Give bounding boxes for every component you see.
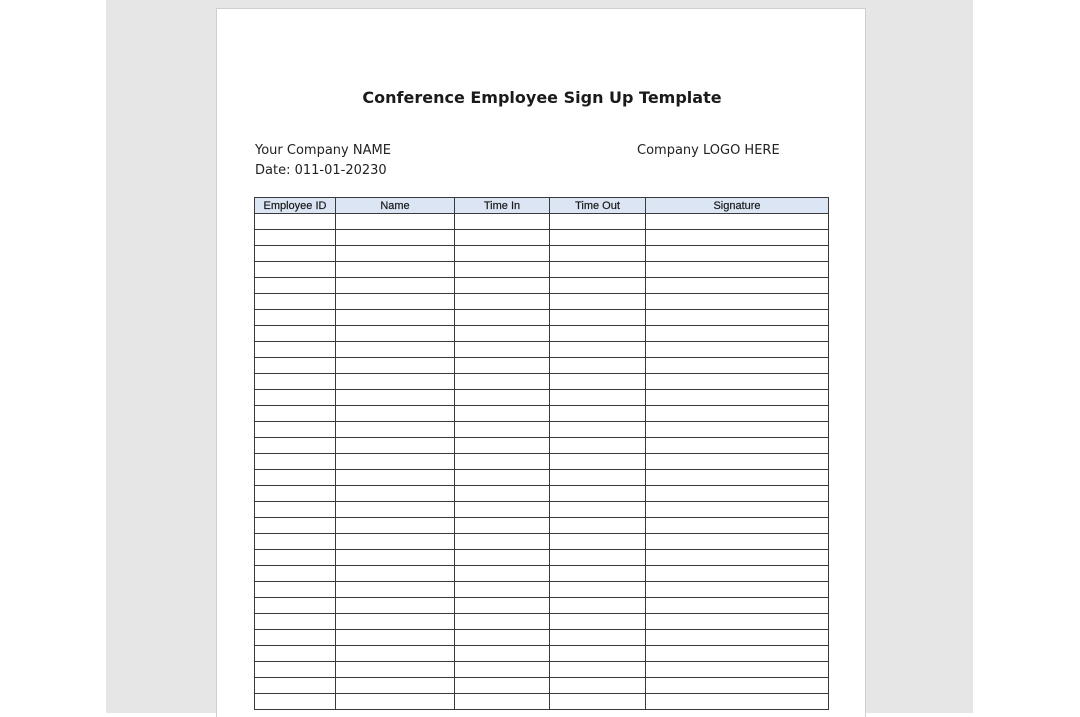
table-row bbox=[255, 342, 829, 358]
table-cell bbox=[255, 406, 336, 422]
table-cell bbox=[336, 406, 455, 422]
table-cell bbox=[646, 534, 829, 550]
table-cell bbox=[455, 358, 550, 374]
table-cell bbox=[646, 694, 829, 710]
table-cell bbox=[550, 246, 646, 262]
table-cell bbox=[336, 614, 455, 630]
table-row bbox=[255, 422, 829, 438]
table-row bbox=[255, 614, 829, 630]
table-cell bbox=[550, 470, 646, 486]
table-cell bbox=[646, 214, 829, 230]
table-cell bbox=[336, 566, 455, 582]
table-cell bbox=[255, 246, 336, 262]
table-cell bbox=[455, 486, 550, 502]
table-cell bbox=[336, 342, 455, 358]
table-cell bbox=[455, 310, 550, 326]
table-cell bbox=[550, 454, 646, 470]
table-cell bbox=[550, 262, 646, 278]
table-cell bbox=[455, 246, 550, 262]
table-cell bbox=[646, 518, 829, 534]
table-cell bbox=[455, 342, 550, 358]
table-cell bbox=[336, 454, 455, 470]
table-cell bbox=[336, 582, 455, 598]
table-row bbox=[255, 470, 829, 486]
table-cell bbox=[550, 518, 646, 534]
table-cell bbox=[336, 470, 455, 486]
table-cell bbox=[646, 662, 829, 678]
table-cell bbox=[550, 630, 646, 646]
table-cell bbox=[336, 262, 455, 278]
table-row bbox=[255, 278, 829, 294]
table-cell bbox=[336, 374, 455, 390]
table-cell bbox=[255, 310, 336, 326]
table-header-row bbox=[255, 198, 829, 214]
table-cell bbox=[455, 518, 550, 534]
table-row bbox=[255, 694, 829, 710]
table-cell bbox=[455, 550, 550, 566]
table-cell bbox=[336, 422, 455, 438]
table-cell bbox=[646, 294, 829, 310]
table-cell bbox=[646, 678, 829, 694]
table-cell bbox=[455, 390, 550, 406]
table-row bbox=[255, 246, 829, 262]
table-cell bbox=[646, 390, 829, 406]
table-cell bbox=[336, 598, 455, 614]
table-cell bbox=[255, 566, 336, 582]
table-row bbox=[255, 566, 829, 582]
table-cell bbox=[336, 662, 455, 678]
table-cell bbox=[255, 646, 336, 662]
table-cell bbox=[255, 470, 336, 486]
table-cell bbox=[550, 566, 646, 582]
table-cell bbox=[455, 374, 550, 390]
table-cell bbox=[336, 486, 455, 502]
table-cell bbox=[646, 342, 829, 358]
table-row bbox=[255, 582, 829, 598]
table-cell bbox=[255, 486, 336, 502]
table-cell bbox=[550, 406, 646, 422]
table-row bbox=[255, 230, 829, 246]
table-cell bbox=[455, 678, 550, 694]
table-cell bbox=[336, 438, 455, 454]
table-cell bbox=[550, 230, 646, 246]
company-logo-placeholder: Company LOGO HERE bbox=[637, 143, 780, 158]
table-cell bbox=[550, 598, 646, 614]
table-cell bbox=[455, 262, 550, 278]
table-cell bbox=[550, 278, 646, 294]
table-cell bbox=[255, 678, 336, 694]
table-row bbox=[255, 662, 829, 678]
table-cell bbox=[455, 534, 550, 550]
table-cell bbox=[550, 342, 646, 358]
table-cell bbox=[255, 502, 336, 518]
table-cell bbox=[646, 358, 829, 374]
table-cell bbox=[550, 614, 646, 630]
table-cell bbox=[550, 438, 646, 454]
table-cell bbox=[255, 438, 336, 454]
table-cell bbox=[550, 486, 646, 502]
table-row bbox=[255, 374, 829, 390]
table-cell bbox=[646, 230, 829, 246]
table-cell bbox=[336, 246, 455, 262]
table-cell bbox=[646, 438, 829, 454]
table-cell bbox=[455, 598, 550, 614]
table-cell bbox=[455, 502, 550, 518]
document-page bbox=[216, 8, 866, 717]
table-cell bbox=[336, 646, 455, 662]
table-cell bbox=[255, 342, 336, 358]
table-cell bbox=[255, 294, 336, 310]
table-cell bbox=[336, 550, 455, 566]
table-cell bbox=[646, 374, 829, 390]
table-row bbox=[255, 390, 829, 406]
table-cell bbox=[455, 646, 550, 662]
table-cell bbox=[455, 582, 550, 598]
table-cell bbox=[646, 566, 829, 582]
table-row bbox=[255, 646, 829, 662]
table-cell bbox=[255, 262, 336, 278]
table-cell bbox=[550, 550, 646, 566]
table-cell bbox=[255, 630, 336, 646]
table-cell bbox=[646, 550, 829, 566]
table-cell bbox=[455, 438, 550, 454]
table-cell bbox=[455, 278, 550, 294]
table-cell bbox=[646, 582, 829, 598]
table-cell bbox=[550, 582, 646, 598]
table-cell bbox=[255, 614, 336, 630]
table-cell bbox=[336, 502, 455, 518]
table-cell bbox=[255, 598, 336, 614]
table-cell bbox=[550, 214, 646, 230]
table-cell bbox=[550, 326, 646, 342]
table-cell bbox=[455, 406, 550, 422]
table-row bbox=[255, 406, 829, 422]
signup-table bbox=[254, 197, 829, 710]
table-cell bbox=[255, 550, 336, 566]
table-cell bbox=[255, 518, 336, 534]
table-row bbox=[255, 598, 829, 614]
table-cell bbox=[455, 230, 550, 246]
table-cell bbox=[255, 374, 336, 390]
table-row bbox=[255, 678, 829, 694]
table-cell bbox=[255, 694, 336, 710]
table-row bbox=[255, 358, 829, 374]
table-cell bbox=[646, 262, 829, 278]
column-header-employee-id: Employee ID bbox=[255, 198, 336, 214]
table-cell bbox=[255, 422, 336, 438]
table-cell bbox=[550, 390, 646, 406]
table-cell bbox=[646, 278, 829, 294]
table-cell bbox=[336, 278, 455, 294]
table-cell bbox=[336, 678, 455, 694]
table-cell bbox=[455, 294, 550, 310]
table-cell bbox=[255, 214, 336, 230]
table-cell bbox=[646, 470, 829, 486]
table-cell bbox=[455, 214, 550, 230]
table-cell bbox=[646, 326, 829, 342]
table-cell bbox=[455, 614, 550, 630]
company-name: Your Company NAME bbox=[255, 143, 391, 158]
table-cell bbox=[455, 630, 550, 646]
table-cell bbox=[646, 614, 829, 630]
table-row bbox=[255, 534, 829, 550]
table-cell bbox=[255, 662, 336, 678]
table-cell bbox=[646, 454, 829, 470]
date-line: Date: 011-01-20230 bbox=[255, 163, 387, 178]
table-cell bbox=[646, 486, 829, 502]
table-cell bbox=[646, 246, 829, 262]
table-cell bbox=[550, 678, 646, 694]
table-row bbox=[255, 630, 829, 646]
table-cell bbox=[550, 310, 646, 326]
table-cell bbox=[336, 358, 455, 374]
table-cell bbox=[646, 502, 829, 518]
table-cell bbox=[336, 630, 455, 646]
table-cell bbox=[255, 326, 336, 342]
table-cell bbox=[455, 470, 550, 486]
table-row bbox=[255, 502, 829, 518]
table-cell bbox=[455, 694, 550, 710]
table-row bbox=[255, 214, 829, 230]
table-cell bbox=[550, 422, 646, 438]
table-cell bbox=[646, 598, 829, 614]
table-row bbox=[255, 326, 829, 342]
table-cell bbox=[455, 454, 550, 470]
table-cell bbox=[336, 294, 455, 310]
table-cell bbox=[455, 662, 550, 678]
column-header-name: Name bbox=[336, 198, 455, 214]
table-cell bbox=[646, 310, 829, 326]
table-cell bbox=[255, 230, 336, 246]
table-row bbox=[255, 518, 829, 534]
table-row bbox=[255, 438, 829, 454]
table-cell bbox=[646, 646, 829, 662]
table-body bbox=[255, 214, 829, 710]
table-cell bbox=[646, 422, 829, 438]
table-cell bbox=[646, 406, 829, 422]
table-cell bbox=[550, 294, 646, 310]
table-cell bbox=[455, 326, 550, 342]
table-cell bbox=[455, 422, 550, 438]
table-cell bbox=[646, 630, 829, 646]
table-cell bbox=[550, 502, 646, 518]
column-header-time-in: Time In bbox=[455, 198, 550, 214]
table-row bbox=[255, 486, 829, 502]
table-cell bbox=[336, 694, 455, 710]
table-row bbox=[255, 550, 829, 566]
table-cell bbox=[550, 694, 646, 710]
table-cell bbox=[550, 374, 646, 390]
table-cell bbox=[336, 518, 455, 534]
column-header-signature: Signature bbox=[646, 198, 829, 214]
table-cell bbox=[255, 390, 336, 406]
column-header-time-out: Time Out bbox=[550, 198, 646, 214]
table-cell bbox=[255, 278, 336, 294]
table-cell bbox=[336, 230, 455, 246]
table-cell bbox=[336, 390, 455, 406]
table-cell bbox=[336, 214, 455, 230]
table-cell bbox=[550, 534, 646, 550]
table-cell bbox=[550, 646, 646, 662]
table-cell bbox=[550, 358, 646, 374]
table-row bbox=[255, 262, 829, 278]
table-row bbox=[255, 454, 829, 470]
table-cell bbox=[255, 454, 336, 470]
table-cell bbox=[255, 582, 336, 598]
table-row bbox=[255, 310, 829, 326]
table-row bbox=[255, 294, 829, 310]
document-title: Conference Employee Sign Up Template bbox=[362, 88, 722, 107]
table-cell bbox=[336, 534, 455, 550]
table-cell bbox=[336, 326, 455, 342]
table-cell bbox=[550, 662, 646, 678]
table-cell bbox=[255, 358, 336, 374]
table-cell bbox=[455, 566, 550, 582]
table-cell bbox=[336, 310, 455, 326]
table-cell bbox=[255, 534, 336, 550]
